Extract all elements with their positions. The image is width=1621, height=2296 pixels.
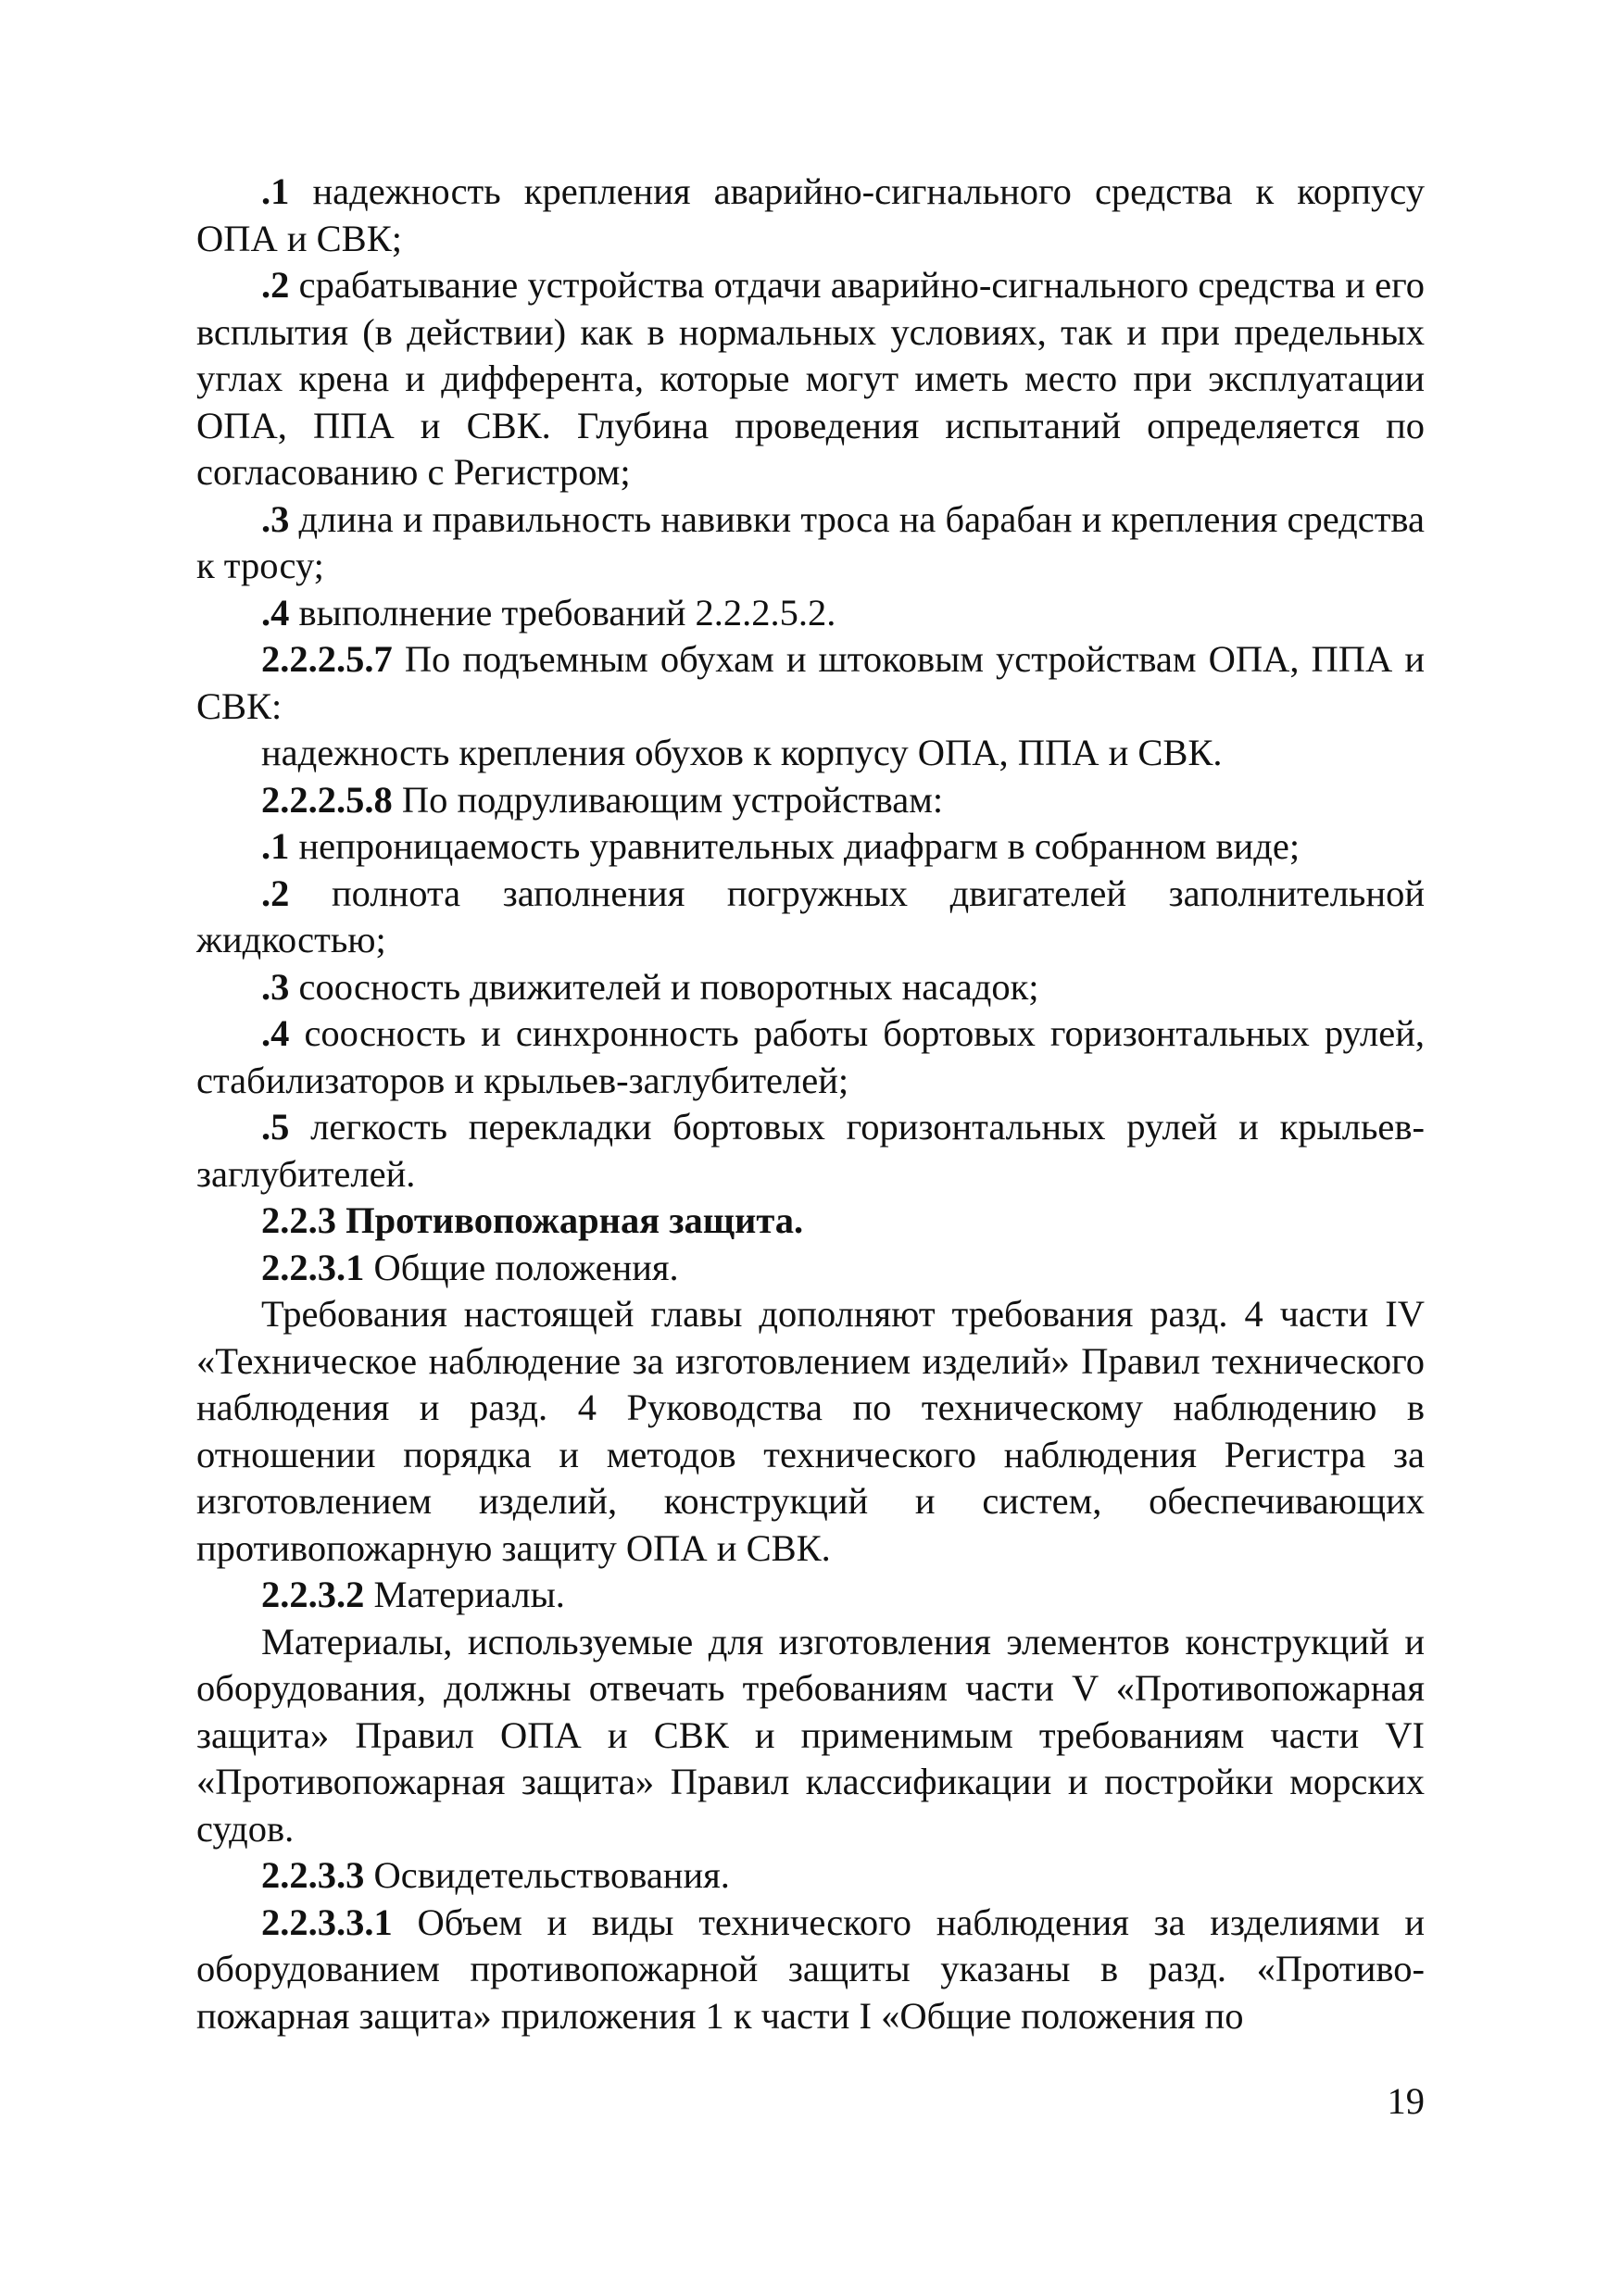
- paragraph-text: выполнение требований 2.2.2.5.2.: [289, 591, 836, 634]
- paragraph-text: легкость перекладки бортовых горизонтальных рулей и крыльев-заглубителей.: [196, 1106, 1425, 1195]
- paragraph-item-2: [196, 262, 1425, 496]
- paragraph-item-1b: [196, 823, 1425, 871]
- paragraph-text: Материалы.: [364, 1574, 565, 1615]
- item-number: .3: [261, 965, 290, 1008]
- paragraph-item-1: [196, 169, 1425, 262]
- paragraph-materials: [196, 1619, 1425, 1853]
- paragraph-text: полнота заполнения погружных двигателей заполнительной жидкостью;: [196, 872, 1425, 960]
- section-2-2-3-3: [196, 1852, 1425, 1900]
- section-heading-fire-protection: [196, 1198, 1425, 1245]
- item-number: .4: [261, 1012, 290, 1054]
- paragraph-text: соосность и синхронность работы бортовых горизонтальных рулей, стабилизаторов и крыльев-заглубителей;: [196, 1012, 1425, 1101]
- item-number: .2: [261, 872, 290, 914]
- section-2-2-2-5-8: [196, 777, 1425, 824]
- item-number: .1: [261, 170, 290, 212]
- paragraph-text: длина и правильность навивки троса на барабан и крепления средства к тросу;: [196, 497, 1425, 586]
- paragraph-text: соосность движителей и поворотных насадок;: [289, 965, 1039, 1008]
- paragraph-text: По подруливающим устройствам:: [392, 778, 944, 821]
- paragraph-item-2b: [196, 871, 1425, 964]
- paragraph-item-4b: [196, 1010, 1425, 1104]
- section-number: 2.2.3.3: [261, 1854, 365, 1896]
- paragraph-text: Общие положения.: [364, 1246, 679, 1288]
- item-number: .2: [261, 264, 290, 306]
- section-number: 2.2.3.2: [261, 1574, 365, 1615]
- section-2-2-3-3-1: [196, 1900, 1425, 2040]
- page-number: 19: [1387, 2080, 1425, 2122]
- document-page: [196, 169, 1425, 2039]
- paragraph-text: Материалы, используемые для изготовления элементов конструкций и оборудования, должны отвечать требованиям части V «Противопожарная защита» Правил ОПА и СВК и применимым требованиям части VI «Противопожарная защита» Правил классификации и постройки морских судов.: [196, 1620, 1425, 1850]
- paragraph-text: Требования настоящей главы дополняют требования разд. 4 части IV «Техническое наблюдение за изготовлением изделий» Правил технического наблюдения и разд. 4 Руководства по техническому наблюдению в отношении порядка и методов технического наблюдения Регистра за изготовлением изделий, конструкций и систем, обеспечивающих противопожарную защиту ОПА и СВК.: [196, 1293, 1425, 1569]
- paragraph-text: надежность крепления обухов к корпусу ОПА, ППА и СВК.: [261, 732, 1223, 773]
- paragraph-text: непроницаемость уравнительных диафрагм в собранном виде;: [289, 825, 1301, 867]
- item-number: .4: [261, 591, 290, 634]
- paragraph-text: надежность крепления аварийно-сигнального средства к корпусу ОПА и СВК;: [196, 170, 1425, 259]
- paragraph-item-3b: [196, 964, 1425, 1011]
- paragraph-text: срабатывание устройства отдачи аварийно-сигнального средства и его всплытия (в действии) как в нормальных условиях, так и при предельных углах крена и дифферента, которые могут иметь место при эксплуатации ОПА, ППА и СВК. Глубина проведения испытаний определяется по согласованию с Регистром;: [196, 264, 1425, 493]
- paragraph-item-5b: [196, 1104, 1425, 1198]
- paragraph-item-3: [196, 496, 1425, 590]
- paragraph-plain: [196, 730, 1425, 777]
- item-number: .1: [261, 825, 290, 867]
- section-2-2-3-1: [196, 1245, 1425, 1292]
- section-2-2-3-2: [196, 1572, 1425, 1619]
- section-number: 2.2.3.1: [261, 1246, 365, 1288]
- paragraph-text: Освидетельствования.: [364, 1854, 730, 1896]
- section-number: 2.2.3.3.1: [261, 1901, 393, 1943]
- paragraph-text: Объем и виды технического наблюдения за изделиями и оборудованием противопожарной защиты указаны в разд. «Противо-пожарная защита» приложения 1 к части I «Общие положения по: [196, 1901, 1425, 2037]
- section-number: 2.2.2.5.8: [261, 778, 393, 821]
- section-heading: 2.2.3 Противопожарная защита.: [261, 1199, 804, 1241]
- item-number: .3: [261, 497, 290, 540]
- item-number: .5: [261, 1106, 290, 1148]
- paragraph-item-4: [196, 590, 1425, 637]
- section-2-2-2-5-7: [196, 636, 1425, 730]
- paragraph-text: По подъемным обухам и штоковым устройствам ОПА, ППА и СВК:: [196, 638, 1425, 727]
- paragraph-general-requirements: [196, 1291, 1425, 1572]
- section-number: 2.2.2.5.7: [261, 638, 393, 680]
